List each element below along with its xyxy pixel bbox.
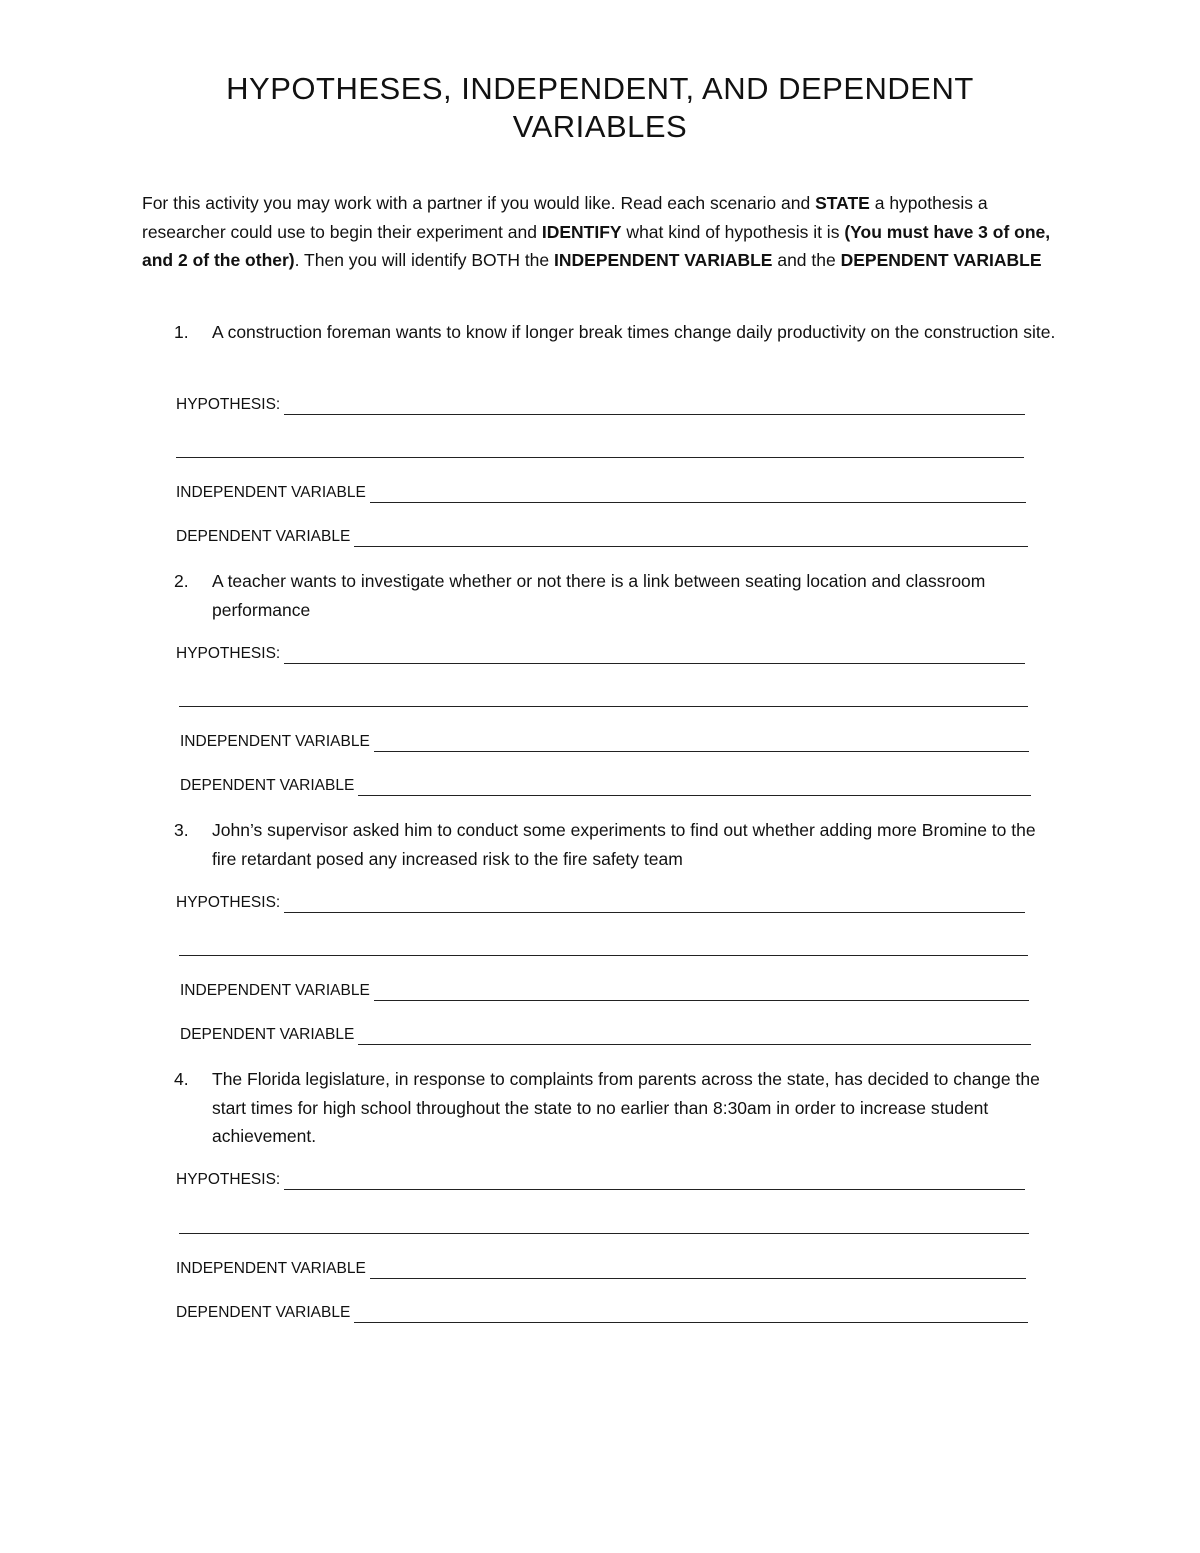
independent-variable-label: INDEPENDENT VARIABLE [180,733,370,750]
question-number: 4. [174,1069,189,1089]
dependent-variable-label: DEPENDENT VARIABLE [176,528,351,545]
question-1 [174,318,1064,347]
title-line-1: HYPOTHESES, INDEPENDENT, AND DEPENDENT [226,71,974,106]
page-title [0,70,1200,146]
hypothesis-continuation-line-4[interactable] [179,1233,1029,1234]
question-text: A construction foreman wants to know if longer break times change daily productivity on the construction site. [212,322,1056,342]
answer-line[interactable] [284,897,1025,913]
question-text: John’s supervisor asked him to conduct some experiments to find out whether adding more Bromine to the fire retardant posed any increased risk to the fire safety team [212,820,1036,869]
hypothesis-label: HYPOTHESIS: [176,645,281,662]
hypothesis-field-1[interactable] [176,395,1025,415]
intro-text-2: a hypothesis a researcher could use to begin their experiment and [142,193,988,242]
question-text: A teacher wants to investigate whether or not there is a link between seating location and classroom performance [212,571,986,620]
answer-line[interactable] [284,1174,1025,1190]
answer-line[interactable] [354,531,1028,547]
question-2 [174,567,1064,624]
intro-text-5: and the [772,250,841,270]
dependent-variable-field-3[interactable] [180,1025,1031,1045]
title-line-2: VARIABLES [512,109,688,144]
question-number: 3. [174,820,189,840]
answer-line[interactable] [374,736,1029,752]
intro-text-4: . Then you will identify BOTH the [294,250,555,270]
question-number: 1. [174,322,189,342]
hypothesis-label: HYPOTHESIS: [176,1171,281,1188]
dependent-variable-field-1[interactable] [176,527,1028,547]
hypothesis-continuation-line-2[interactable] [179,706,1028,707]
answer-line[interactable] [284,399,1025,415]
answer-line[interactable] [284,648,1025,664]
independent-variable-label: INDEPENDENT VARIABLE [180,982,370,999]
independent-variable-field-4[interactable] [176,1259,1026,1279]
dependent-variable-label: DEPENDENT VARIABLE [176,1304,351,1321]
answer-line[interactable] [354,1307,1028,1323]
intro-bold-dependent: DEPENDENT VARIABLE [840,250,1042,270]
independent-variable-field-2[interactable] [180,732,1029,752]
answer-line[interactable] [370,1263,1026,1279]
independent-variable-label: INDEPENDENT VARIABLE [176,1260,366,1277]
independent-variable-label: INDEPENDENT VARIABLE [176,484,366,501]
dependent-variable-label: DEPENDENT VARIABLE [180,777,355,794]
hypothesis-continuation-line-1[interactable] [176,457,1024,458]
dependent-variable-field-2[interactable] [180,776,1031,796]
instructions-paragraph [142,189,1062,275]
hypothesis-label: HYPOTHESIS: [176,396,281,413]
independent-variable-field-1[interactable] [176,483,1026,503]
question-3 [174,816,1064,873]
question-number: 2. [174,571,189,591]
hypothesis-label: HYPOTHESIS: [176,894,281,911]
hypothesis-field-3[interactable] [176,893,1025,913]
intro-text-1: For this activity you may work with a partner if you would like. Read each scenario and [142,193,816,213]
dependent-variable-label: DEPENDENT VARIABLE [180,1026,355,1043]
answer-line[interactable] [358,1029,1031,1045]
intro-bold-requirement: (You must have 3 of one, and 2 of the other) [142,221,1051,270]
question-4 [174,1065,1064,1151]
question-text: The Florida legislature, in response to complaints from parents across the state, has decided to change the start times for high school throughout the state to no earlier than 8:30am in order to increase student achievement. [212,1069,1040,1146]
answer-line[interactable] [358,780,1031,796]
hypothesis-field-2[interactable] [176,644,1025,664]
intro-text-3: what kind of hypothesis it is [621,221,845,242]
intro-bold-independent: INDEPENDENT VARIABLE [554,250,773,270]
hypothesis-field-4[interactable] [176,1170,1025,1190]
hypothesis-continuation-line-3[interactable] [179,955,1028,956]
answer-line[interactable] [370,487,1026,503]
intro-bold-identify: IDENTIFY [541,221,622,242]
answer-line[interactable] [374,985,1029,1001]
independent-variable-field-3[interactable] [180,981,1029,1001]
dependent-variable-field-4[interactable] [176,1303,1028,1323]
intro-bold-state: STATE [815,193,870,213]
